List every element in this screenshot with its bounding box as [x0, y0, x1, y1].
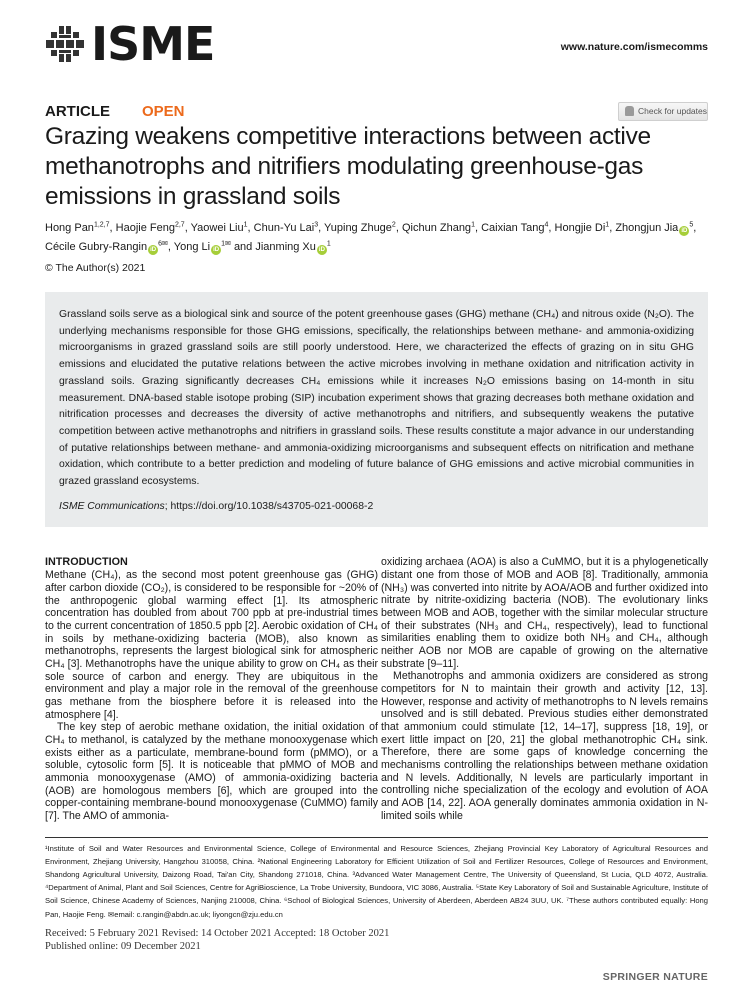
author-name: Haojie Feng — [115, 222, 175, 234]
author[interactable] — [324, 222, 396, 234]
author[interactable] — [254, 222, 318, 234]
footnote-divider — [45, 837, 708, 838]
author[interactable] — [555, 222, 610, 234]
author[interactable] — [45, 241, 168, 253]
body-column-right — [381, 556, 708, 822]
page-header — [45, 17, 708, 100]
journal-logo — [45, 17, 215, 71]
published-online: Published online: 09 December 2021 — [45, 940, 201, 952]
author-name: Qichun Zhang — [401, 222, 472, 234]
journal-url-link[interactable]: www.nature.com/ismecomms — [560, 41, 708, 53]
author-name: Cécile Gubry-Rangin — [45, 241, 148, 253]
author-conjunction: and — [233, 241, 253, 253]
author-name: Yaowei Liu — [190, 222, 244, 234]
affiliation-marker: 2,7 — [174, 221, 185, 229]
paragraph: Methanotrophs and ammonia oxidizers are considered as strong competitors for N to maintain their growth and activity [12, 13]. However, response and activity of methanotrophs to N levels remains unsolved and is still debated. Previous studies either demonstrated that ammonium could stimulate [12, 14–17], suppress [18, 19], or exert little impact on [20, 21] the global methanotrophic CH₄ sink. Therefore, there are some gaps of knowledge concerning the mechanisms controlling the relationships between methane oxidation and N levels. Additionally, N levels are particularly important in controlling niche specialization of the ecology and evolution of AOA and AOB [14, 22]. AOA generally dominates ammonia oxidation in N-limited soils while — [381, 670, 708, 822]
author-name: Yuping Zhuge — [324, 222, 392, 234]
affiliation-marker: 5 — [689, 221, 694, 229]
author[interactable] — [615, 222, 693, 234]
affiliation-marker: 1 — [326, 240, 331, 248]
author-name: Caixian Tang — [481, 222, 545, 234]
doi-link[interactable]: ; https://doi.org/10.1038/s43705-021-00068-2 — [164, 500, 374, 512]
author[interactable] — [174, 241, 231, 253]
section-heading: INTRODUCTION — [45, 556, 128, 569]
citation-line — [59, 499, 694, 516]
body-columns — [45, 556, 708, 822]
check-for-updates-button[interactable] — [618, 102, 708, 121]
journal-name: ISME Communications — [59, 500, 165, 512]
affiliation-marker: 1 — [471, 221, 475, 229]
abstract-box — [45, 292, 708, 527]
paragraph: oxidizing archaea (AOA) is also a CuMMO, but it is a phylogenetically distant one from those of MOB and AOB [8]. Traditionally, ammonia (NH₃) was converted into nitrite by AOA/AOB and further oxidized into nitrate by nitrite-oxidizing bacteria (NOB). The evolutionary links between MOB and AOB, together with the similar molecular structure of their substrates (NH₃ and CH₄, respectively), lead to functional similarities enabling them to oxidize both NH₃ and CH₄, although neither AOB nor MOB are capable of growing on the alternative substrate [9–11]. — [381, 556, 708, 670]
journal-logo-text: ISME — [91, 17, 215, 71]
affiliation-marker: 4 — [544, 221, 549, 229]
affiliations-footnote: ¹Institute of Soil and Water Resources and Environmental Science, College of Environmental and Resource Sciences, Zhejiang Provincial Key Laboratory of Agricultural Resources and Environment, Zhejiang University, Hangzhou 310058, China. ²National Engineering Laboratory for Efficient Utilization of Soil and Fertilizer Resources, College of Resources and Environment, Shandong Agricultural University, Daizong Road, Tai'an City, Shandong 271018, China. ³Advanced Water Management Centre, The University of Queensland, St Lucia, QLD 4072, Australia. ⁴Department of Animal, Plant and Soil Sciences, Centre for AgriBioscience, La Trobe University, Bundoora, VIC 3086, Australia. ⁵State Key Laboratory of Soil and Sustainable Agriculture, Institute of Soil Science, Chinese Academy of Sciences, Nanjing 210008, China. ⁶School of Biological Sciences, University of Aberdeen, Aberdeen AB24 3UU, UK. ⁷These authors contributed equally: Hong Pan, Haojie Feng. ✉email: c.rangin@abdn.ac.uk; liyongcn@zju.edu.cn — [45, 843, 708, 919]
author-name: Jianming Xu — [255, 241, 316, 253]
author[interactable] — [255, 241, 330, 253]
affiliation-marker: 3 — [314, 221, 319, 229]
article-dates — [45, 927, 708, 953]
open-access-badge: OPEN — [142, 102, 185, 120]
affiliation-marker: 1 — [243, 221, 248, 229]
orcid-icon[interactable]: iD — [150, 247, 157, 253]
author-name: Chun-Yu Lai — [253, 222, 315, 234]
received-revised-accepted: Received: 5 February 2021 Revised: 14 October 2021 Accepted: 18 October 2021 — [45, 927, 390, 939]
author[interactable] — [45, 222, 110, 234]
affiliation-marker: 1 — [605, 221, 610, 229]
paragraph: The key step of aerobic methane oxidation, the initial oxidation of CH₄ to methanol, is catalyzed by the methane monooxygenase which exists either as a particulate, membrane-bound form (pMMO), or a soluble, cytosolic form [5]. It is noticeable that pMMO of MOB and ammonia monooxygenase (AMO) of ammonia-oxidizing bacteria (AOB) are homologous members [6], which are grouped into the copper-containing membrane-bound monooxygenase (CuMMO) family [7]. The AMO of ammonia- — [45, 721, 378, 822]
author[interactable] — [402, 222, 475, 234]
copyright: © The Author(s) 2021 — [45, 262, 146, 274]
abstract-text: Grassland soils serve as a biological sink and source of the potent greenhouse gases (GHG) methane (CH₄) and nitrous oxide (N₂O). The underlying mechanisms responsible for those GHG emissions, specifically, the relationships between methane- and ammonia-oxidizing microorganisms in grazed grassland soils are still poorly understood. Here, we characterized the effects of grazing on in situ GHG emissions and elucidated the putative relations between the active microbes involving in methane oxidation and nitrification activity in grassland soils. Grazing significantly decreases CH₄ emissions while it increases N₂O emissions basing on 14-month in situ measurement. DNA-based stable isotope probing (SIP) incubation experiment shows that grazing decreases both methane oxidation and nitrification processes and decreases the diversity of active methanotrophs and nitrifiers, and subsequently weakens the putative competition between active methanotrophs and nitrifiers in grassland soils. These results constitute a major advance in our understanding of putative relationships between methane- and ammonia-oxidizing microorganisms and subsequent effects on nitrification and methane oxidation, which contribute to a better prediction and modeling of future balance of GHG emissions and active microbial communities in grazed grassland ecosystems. — [59, 309, 694, 488]
affiliation-marker: 6✉ — [158, 240, 168, 248]
publisher-logo: SPRINGER NATURE — [602, 970, 708, 983]
author[interactable] — [116, 222, 185, 234]
affiliation-marker: 2 — [391, 221, 396, 229]
affiliation-marker: 1✉ — [221, 240, 231, 248]
author-list: Hong Pan$^{1,2,7}$, Haojie Feng$^{2,7}$, Yaowei Liu$^1$, Chun-Yu Lai$^3$, Yuping Zhuge$^2$, Qichun Zhang$^1$, Caixian Tang$^4$, Hongjie Di$^1$, Zhongjun Jia $iD^5$, Cécile Gubry-Rangin $iD^{6✉}$, Yong Li $iD^{1✉}$ and Jianming Xu $iD^1$ — [45, 221, 697, 253]
globe-logo-icon — [45, 24, 85, 64]
body-column-left — [45, 556, 378, 822]
article-meta-row — [45, 100, 708, 122]
author-name: Hongjie Di — [554, 222, 606, 234]
article-title: Grazing weakens competitive interactions between active methanotrophs and nitrifiers modulating greenhouse-gas emissions in grassland soils — [45, 123, 651, 210]
check-for-updates-label: Check for updates — [638, 106, 707, 116]
author-name: Hong Pan — [45, 222, 94, 234]
article-type: ARTICLE — [45, 102, 110, 120]
paragraph: Methane (CH₄), as the second most potent greenhouse gas (GHG) after carbon dioxide (CO₂), is considered to be responsible for ~20% of the anthropogenic global warming effect [1]. Its atmospheric concentration has doubled from about 700 ppb at pre-industrial times to the current concentration of 1850.5 ppb [2]. Aerobic oxidation of CH₄ in soils by methane-oxidizing bacteria (MOB), also known as methanotrophs, represents the largest biological sink for atmospheric CH₄ [3]. Methanotrophs have the unique ability to grow on CH₄ as their sole source of carbon and energy. They are ubiquitous in the environment and play a major role in the removal of the greenhouse gas methane from the biosphere before it is released into the atmosphere [4]. — [45, 569, 378, 721]
affiliation-marker: 1,2,7 — [93, 221, 110, 229]
author[interactable] — [191, 222, 248, 234]
author[interactable] — [481, 222, 548, 234]
bookmark-icon — [625, 106, 634, 116]
author-name: Zhongjun Jia — [615, 222, 679, 234]
author-name: Yong Li — [173, 241, 211, 253]
orcid-icon[interactable]: iD — [318, 247, 325, 253]
orcid-icon[interactable]: iD — [681, 228, 688, 234]
orcid-icon[interactable]: iD — [213, 247, 220, 253]
